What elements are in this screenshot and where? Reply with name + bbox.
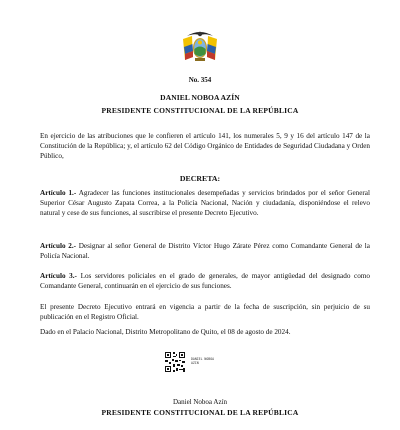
article-2 (40, 241, 370, 261)
signatory-office: PRESIDENTE CONSTITUCIONAL DE LA REPÚBLICA (101, 408, 299, 417)
ecuador-coat-of-arms-icon (179, 27, 221, 67)
article-1 (40, 188, 370, 218)
e-signature-line-1: DANIEL NOBOA (191, 357, 215, 361)
issuer-name: DANIEL NOBOA AZÍN (160, 93, 240, 102)
article-1-text: Agradecer las funciones institucionales desempeñadas y servicios brindados por el señor General Superior César Augusto Zapata Correa, a la Policía Nacional, Nación y ciudadanía, disponiéndose el relevo natural y cese de sus funciones, al suscribirse el presente Decreto Ejecutivo. (40, 189, 370, 217)
signatory-name: Daniel Noboa Azín (172, 398, 228, 406)
article-3-text: Los servidores policiales en el grado de generales, de mayor antigüedad del designado como Comandante General, continuarán en el ejercicio de sus funciones. (40, 272, 370, 290)
dado-en-paragraph: Dado en el Palacio Nacional, Distrito Metropolitano de Quito, el 08 de agosto de 2024. (40, 328, 291, 336)
article-2-text: Designar al señor General de Distrito Víctor Hugo Zárate Pérez como Comandante General de la Policía Nacional. (40, 242, 370, 260)
article-2-label: Artículo 2.- (40, 242, 77, 250)
e-signature-line-2: AZIN (191, 361, 199, 365)
article-1-label: Artículo 1.- (40, 189, 77, 197)
article-3 (40, 271, 370, 291)
article-3-label: Artículo 3.- (40, 272, 77, 280)
e-signature-stamp (191, 357, 214, 365)
intro-paragraph: En ejercicio de las atribuciones que le confieren el artículo 141, los numerales 5, 9 y 16 del artículo 147 de la Constitución de la República; y, el artículo 62 del Código Orgánico de Entidades de Seguridad Ciudadana y Orden Público, (40, 132, 370, 160)
issuer-office: PRESIDENTE CONSTITUCIONAL DE LA REPÚBLICA (101, 106, 299, 115)
decreta-heading: DECRETA: (179, 174, 221, 183)
vigencia-paragraph: El presente Decreto Ejecutivo entrará en vigencia a partir de la fecha de suscripción, sin perjuicio de su publicación en el Registro Oficial. (40, 303, 370, 321)
qr-code-icon (164, 351, 186, 373)
decree-number: No. 354 (188, 76, 212, 84)
